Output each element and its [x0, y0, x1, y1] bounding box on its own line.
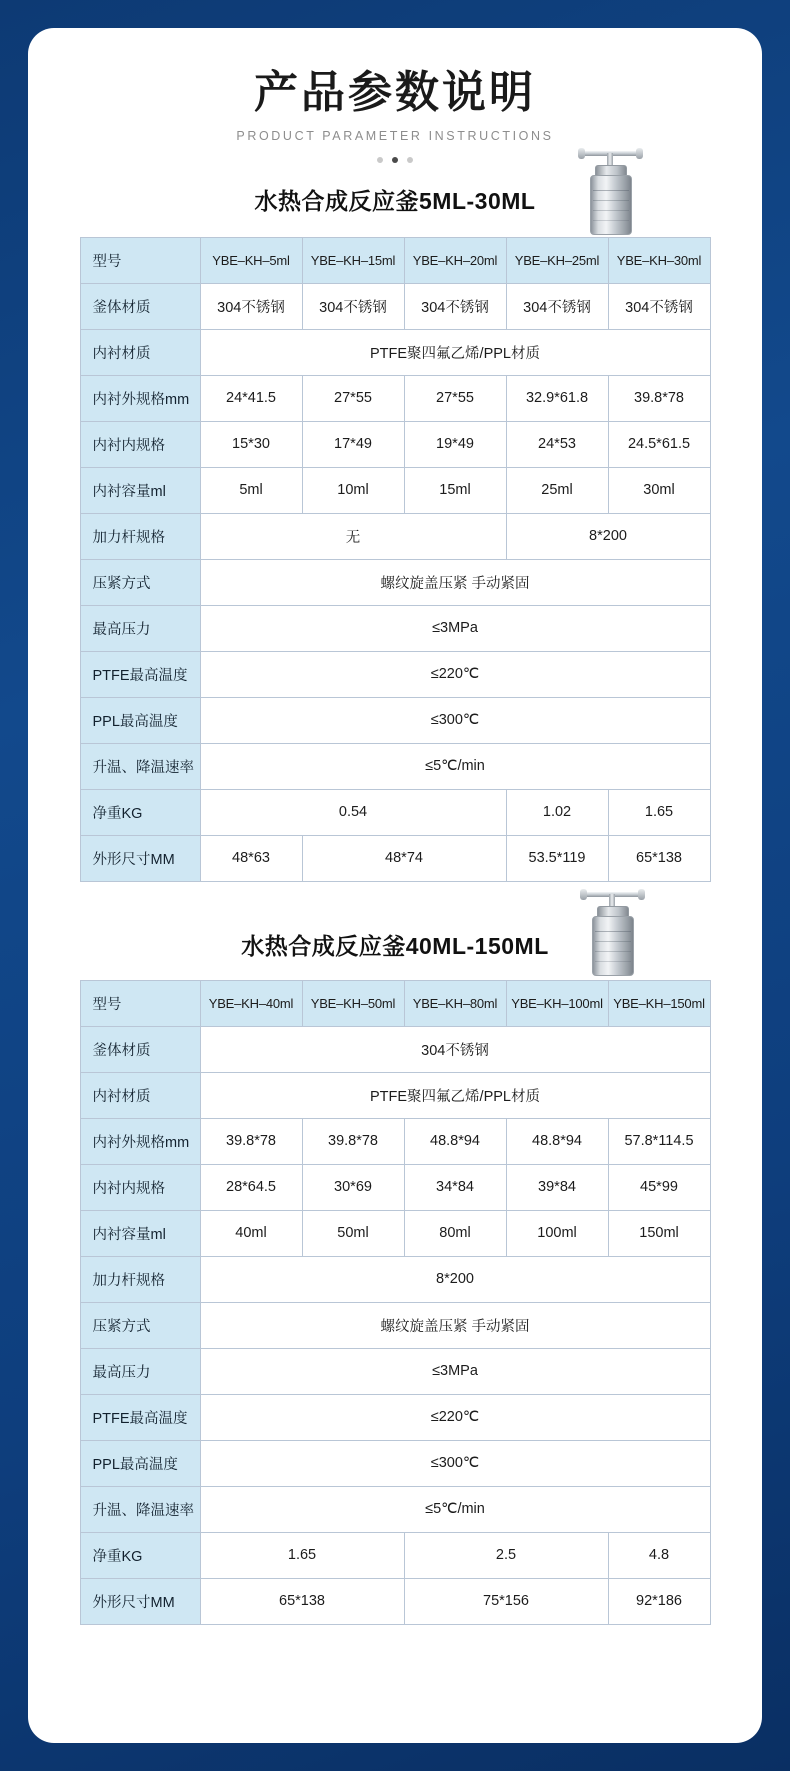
row-label: 最高压力	[80, 605, 200, 651]
section-divider	[28, 882, 762, 908]
table-cell: YBE–KH–30ml	[608, 237, 710, 283]
row-label: PPL最高温度	[80, 1440, 200, 1486]
row-label: 加力杆规格	[80, 1256, 200, 1302]
table-cell: 5ml	[200, 467, 302, 513]
table-cell: 48.8*94	[506, 1118, 608, 1164]
table-row	[80, 980, 710, 1026]
table-cell: PTFE聚四氟乙烯/PPL材质	[200, 329, 710, 375]
table-cell: 50ml	[302, 1210, 404, 1256]
table-cell: 304不锈钢	[608, 283, 710, 329]
row-label: 内衬容量ml	[80, 1210, 200, 1256]
vessel-body	[590, 175, 632, 235]
page-title: 产品参数说明	[254, 68, 536, 117]
handle-knob-right	[636, 148, 643, 159]
table-row	[80, 1394, 710, 1440]
row-label: 净重KG	[80, 1532, 200, 1578]
section-1-title: 水热合成反应釜5ML-30ML	[254, 187, 536, 214]
product-spec-card	[28, 28, 762, 1743]
vessel-body	[592, 916, 634, 976]
table-cell: 1.02	[506, 789, 608, 835]
table-cell: ≤300℃	[200, 697, 710, 743]
table-cell: 48*74	[302, 835, 506, 881]
table-cell: 75*156	[404, 1578, 608, 1624]
row-label: 外形尺寸MM	[80, 835, 200, 881]
table-cell: 15ml	[404, 467, 506, 513]
table-cell: 304不锈钢	[200, 1026, 710, 1072]
row-label: 升温、降温速率	[80, 743, 200, 789]
table-row	[80, 605, 710, 651]
table-cell: 4.8	[608, 1532, 710, 1578]
table-cell: ≤3MPa	[200, 605, 710, 651]
table-row	[80, 283, 710, 329]
page-header	[28, 28, 762, 163]
table-row	[80, 1348, 710, 1394]
table-row	[80, 1118, 710, 1164]
spec-table-40ml-150ml	[80, 980, 711, 1625]
table-row	[80, 559, 710, 605]
table-row	[80, 789, 710, 835]
table-cell: ≤3MPa	[200, 1348, 710, 1394]
row-label: 釜体材质	[80, 1026, 200, 1072]
row-label: 内衬外规格mm	[80, 375, 200, 421]
row-label: 压紧方式	[80, 1302, 200, 1348]
table-row	[80, 1440, 710, 1486]
row-label: 内衬外规格mm	[80, 1118, 200, 1164]
table-row	[80, 1302, 710, 1348]
reactor-vessel-image-2	[576, 884, 648, 980]
table-cell: 304不锈钢	[302, 283, 404, 329]
table-row	[80, 1072, 710, 1118]
table-cell: YBE–KH–100ml	[506, 980, 608, 1026]
row-label: 内衬容量ml	[80, 467, 200, 513]
table-cell: 1.65	[200, 1532, 404, 1578]
row-label: 釜体材质	[80, 283, 200, 329]
row-label: 内衬材质	[80, 1072, 200, 1118]
row-label: PTFE最高温度	[80, 651, 200, 697]
page-subtitle: PRODUCT PARAMETER INSTRUCTIONS	[236, 128, 554, 143]
row-label: 净重KG	[80, 789, 200, 835]
table-row	[80, 237, 710, 283]
table-cell: 27*55	[404, 375, 506, 421]
table-cell: 304不锈钢	[404, 283, 506, 329]
table-cell: ≤220℃	[200, 1394, 710, 1440]
table-cell: 304不锈钢	[200, 283, 302, 329]
table-cell: 48*63	[200, 835, 302, 881]
table-cell: 34*84	[404, 1164, 506, 1210]
row-label: 内衬内规格	[80, 1164, 200, 1210]
table-cell: 17*49	[302, 421, 404, 467]
table-cell: 2.5	[404, 1532, 608, 1578]
table-cell: 39.8*78	[302, 1118, 404, 1164]
table-row	[80, 651, 710, 697]
table-cell: 39.8*78	[608, 375, 710, 421]
table-cell: YBE–KH–5ml	[200, 237, 302, 283]
table-cell: YBE–KH–25ml	[506, 237, 608, 283]
table-cell: 65*138	[200, 1578, 404, 1624]
table-row	[80, 1532, 710, 1578]
spec-table-5ml-30ml	[80, 237, 711, 882]
handle-knob-left	[580, 889, 587, 900]
table-cell: YBE–KH–15ml	[302, 237, 404, 283]
table-row	[80, 513, 710, 559]
table-cell: YBE–KH–50ml	[302, 980, 404, 1026]
table-cell: 80ml	[404, 1210, 506, 1256]
table-cell: 57.8*114.5	[608, 1118, 710, 1164]
table-cell: 30ml	[608, 467, 710, 513]
table-cell: 24*41.5	[200, 375, 302, 421]
row-label: 型号	[80, 980, 200, 1026]
table-cell: 24*53	[506, 421, 608, 467]
table-cell: ≤5℃/min	[200, 743, 710, 789]
table-row	[80, 1578, 710, 1624]
row-label: 最高压力	[80, 1348, 200, 1394]
table-cell: 32.9*61.8	[506, 375, 608, 421]
table-cell: 92*186	[608, 1578, 710, 1624]
table-cell: 39.8*78	[200, 1118, 302, 1164]
table-cell: YBE–KH–20ml	[404, 237, 506, 283]
table-cell: 30*69	[302, 1164, 404, 1210]
row-label: PPL最高温度	[80, 697, 200, 743]
table-cell: YBE–KH–150ml	[608, 980, 710, 1026]
row-label: 外形尺寸MM	[80, 1578, 200, 1624]
table-row	[80, 467, 710, 513]
table-cell: 无	[200, 513, 506, 559]
section-2-title: 水热合成反应釜40ML-150ML	[241, 932, 549, 959]
row-label: 型号	[80, 237, 200, 283]
table-cell: ≤300℃	[200, 1440, 710, 1486]
table-cell: 螺纹旋盖压紧 手动紧固	[200, 1302, 710, 1348]
section-1-header	[28, 163, 762, 233]
row-label: 加力杆规格	[80, 513, 200, 559]
table-row	[80, 743, 710, 789]
table-cell: 65*138	[608, 835, 710, 881]
row-label: 内衬材质	[80, 329, 200, 375]
table-row	[80, 1026, 710, 1072]
table-cell: 40ml	[200, 1210, 302, 1256]
reactor-vessel-image-1	[574, 143, 646, 239]
table-row	[80, 329, 710, 375]
table-cell: 150ml	[608, 1210, 710, 1256]
table-row	[80, 835, 710, 881]
table-cell: YBE–KH–80ml	[404, 980, 506, 1026]
table-cell: 25ml	[506, 467, 608, 513]
table-cell: 100ml	[506, 1210, 608, 1256]
table-cell: 15*30	[200, 421, 302, 467]
table-row	[80, 1256, 710, 1302]
table-cell: PTFE聚四氟乙烯/PPL材质	[200, 1072, 710, 1118]
handle-knob-left	[578, 148, 585, 159]
table-cell: 28*64.5	[200, 1164, 302, 1210]
table-cell: 10ml	[302, 467, 404, 513]
table-cell: 53.5*119	[506, 835, 608, 881]
table-cell: 45*99	[608, 1164, 710, 1210]
table-row	[80, 375, 710, 421]
table-row	[80, 697, 710, 743]
row-label: 压紧方式	[80, 559, 200, 605]
table-cell: 8*200	[200, 1256, 710, 1302]
table-cell: 27*55	[302, 375, 404, 421]
table-cell: ≤5℃/min	[200, 1486, 710, 1532]
row-label: 内衬内规格	[80, 421, 200, 467]
table-cell: 螺纹旋盖压紧 手动紧固	[200, 559, 710, 605]
table-cell: YBE–KH–40ml	[200, 980, 302, 1026]
table-row	[80, 1210, 710, 1256]
row-label: 升温、降温速率	[80, 1486, 200, 1532]
table-cell: 48.8*94	[404, 1118, 506, 1164]
table-cell: ≤220℃	[200, 651, 710, 697]
table-cell: 39*84	[506, 1164, 608, 1210]
table-cell: 8*200	[506, 513, 710, 559]
table-cell: 19*49	[404, 421, 506, 467]
table-cell: 1.65	[608, 789, 710, 835]
table-row	[80, 1164, 710, 1210]
table-row	[80, 1486, 710, 1532]
table-row	[80, 421, 710, 467]
handle-knob-right	[638, 889, 645, 900]
section-2-header	[28, 908, 762, 978]
row-label: PTFE最高温度	[80, 1394, 200, 1440]
table-cell: 24.5*61.5	[608, 421, 710, 467]
table-cell: 0.54	[200, 789, 506, 835]
table-cell: 304不锈钢	[506, 283, 608, 329]
